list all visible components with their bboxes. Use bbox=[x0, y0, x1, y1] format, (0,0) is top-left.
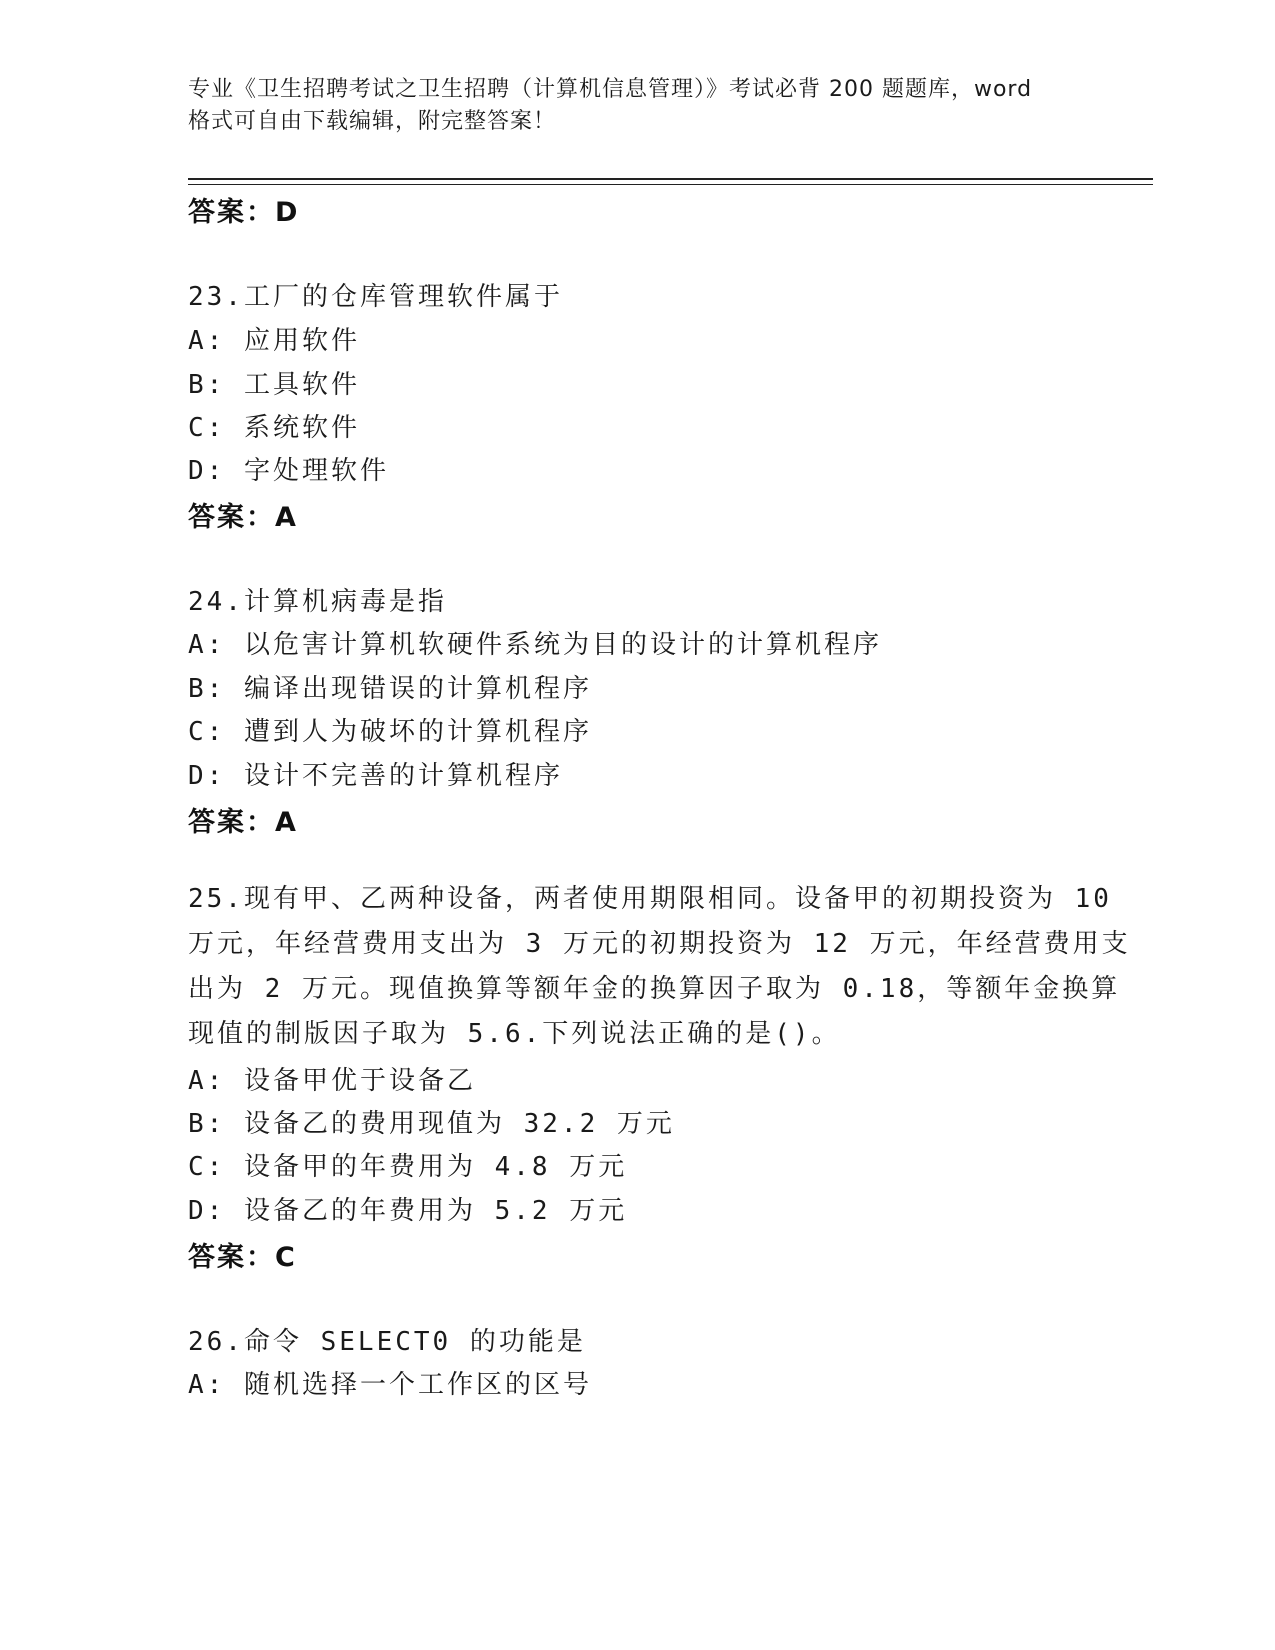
question-24-option-a: A: 以危害计算机软硬件系统为目的设计的计算机程序 bbox=[188, 630, 882, 660]
question-23-option-b: B: 工具软件 bbox=[188, 370, 360, 400]
question-25-option-b: B: 设备乙的费用现值为 32.2 万元 bbox=[188, 1109, 675, 1139]
question-25-stem-line-1: 25.现有甲、乙两种设备，两者使用期限相同。设备甲的初期投资为 10 bbox=[188, 884, 1112, 914]
question-26-stem: 26.命令 SELECT0 的功能是 bbox=[188, 1327, 586, 1357]
question-23-option-d: D: 字处理软件 bbox=[188, 456, 389, 486]
question-24-option-b: B: 编译出现错误的计算机程序 bbox=[188, 674, 592, 704]
document-header bbox=[188, 74, 1088, 138]
question-25-stem-line-3: 出为 2 万元。现值换算等额年金的换算因子取为 0.18，等额年金换算 bbox=[188, 974, 1121, 1004]
question-24-stem: 24.计算机病毒是指 bbox=[188, 587, 447, 617]
question-25-stem-line-2: 万元，年经营费用支出为 3 万元的初期投资为 12 万元，年经营费用支 bbox=[188, 929, 1131, 959]
question-23-option-a: A: 应用软件 bbox=[188, 326, 360, 356]
question-25-option-c: C: 设备甲的年费用为 4.8 万元 bbox=[188, 1152, 628, 1182]
question-25-option-d: D: 设备乙的年费用为 5.2 万元 bbox=[188, 1196, 628, 1226]
answer-25: 答案：C bbox=[188, 1242, 297, 1273]
header-line-2: 格式可自由下载编辑，附完整答案！ bbox=[188, 109, 557, 134]
question-25-stem-line-4: 现值的制版因子取为 5.6.下列说法正确的是()。 bbox=[188, 1019, 841, 1049]
question-25-option-a: A: 设备甲优于设备乙 bbox=[188, 1066, 476, 1096]
question-23-stem: 23.工厂的仓库管理软件属于 bbox=[188, 282, 563, 312]
question-24-option-d: D: 设计不完善的计算机程序 bbox=[188, 761, 563, 791]
question-26-option-a: A: 随机选择一个工作区的区号 bbox=[188, 1370, 592, 1400]
header-rule-thin bbox=[188, 184, 1153, 185]
question-25-stem bbox=[188, 877, 1131, 1057]
answer-23: 答案：A bbox=[188, 502, 298, 533]
question-23-option-c: C: 系统软件 bbox=[188, 413, 360, 443]
question-24-option-c: C: 遭到人为破坏的计算机程序 bbox=[188, 717, 592, 747]
header-line-1: 专业《卫生招聘考试之卫生招聘（计算机信息管理）》考试必背 200 题题库，word bbox=[188, 77, 1033, 102]
answer-24: 答案：A bbox=[188, 807, 298, 838]
answer-22: 答案：D bbox=[188, 197, 300, 228]
header-rule-thick bbox=[188, 178, 1153, 180]
